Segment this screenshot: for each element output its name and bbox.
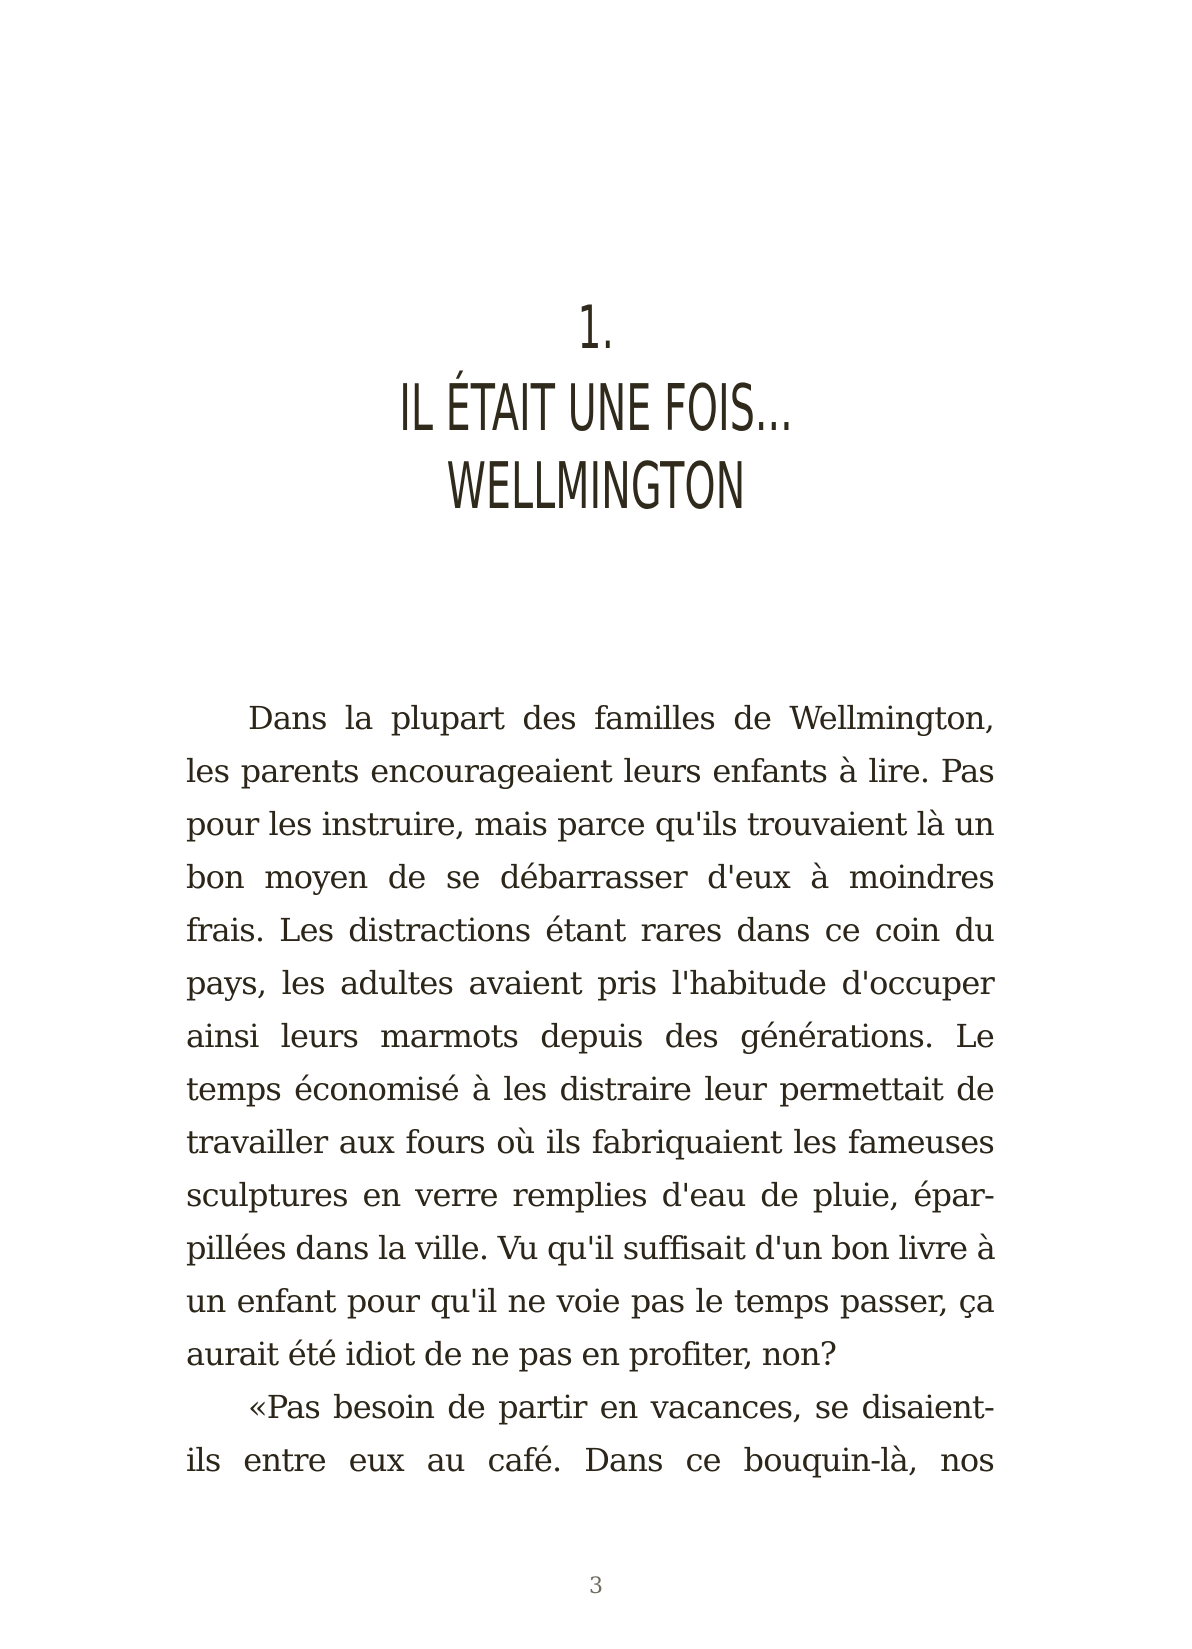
text-line: ainsi leurs marmots depuis des générations. Le (186, 1017, 994, 1055)
text-line: les parents encourageaient leurs enfants à lire. Pas (186, 752, 994, 790)
chapter-number: 1. (577, 293, 615, 363)
text-line: frais. Les distractions étant rares dans ce coin du (186, 911, 994, 949)
text-line: pillées dans la ville. Vu qu'il suffisait d'un bon livre à (186, 1229, 995, 1267)
text-line: pour les instruire, mais parce qu'ils trouvaient là un (186, 805, 994, 843)
page-number: 3 (589, 1574, 603, 1599)
chapter-title (226, 370, 965, 526)
body-text (186, 692, 994, 1487)
text-line: temps économisé à les distraire leur permettait de (186, 1070, 994, 1108)
text-line: travailler aux fours où ils fabriquaient les fameuses (186, 1123, 994, 1161)
text-line: un enfant pour qu'il ne voie pas le temps passer, ça (186, 1282, 994, 1320)
chapter-title-line: WELLMINGTON (446, 450, 746, 524)
text-line: pays, les adultes avaient pris l'habitude d'occuper (186, 964, 994, 1002)
chapter-title-line: IL ÉTAIT UNE FOIS... (399, 372, 793, 446)
text-line: Dans la plupart des familles de Wellmington, (248, 699, 994, 737)
text-line: aurait été idiot de ne pas en profiter, non? (186, 1335, 837, 1373)
text-line: «Pas besoin de partir en vacances, se disaient- (248, 1388, 994, 1426)
text-line: sculptures en verre remplies d'eau de pluie, épar- (186, 1176, 994, 1214)
text-line: ils entre eux au café. Dans ce bouquin-là, nos (186, 1441, 994, 1479)
text-line: bon moyen de se débarrasser d'eux à moindres (186, 858, 994, 896)
